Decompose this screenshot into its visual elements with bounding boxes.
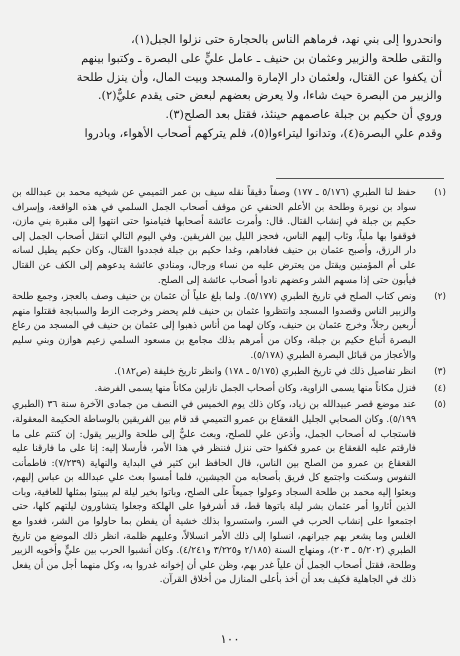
footnote-text: انظر تفاصيل ذلك في تاريخ الطبري (٥/١٧٥ ـ ١٧٨) وانظر تاريخ خليفة (ص١٨٢).: [114, 366, 416, 378]
footnote-text: حفظ لنا الطبري (٥/١٧٦ ـ ١٧٧) وصفاً دقيقاً نقله سيف بن عمر التميمي عن شيخيه محمد بن عبدالله بن سواد بن نويرة وطلحة بن الأعلم الحنفي عن موقف أصحاب الجمل السلمي في هذه الواقعة، وإسراف حكيم بن جبلة في إنشاب القتال. قال: وأمرت عائشة أصحابها فتيامنوا حتى انتهوا إلى مقبرة بني مازن، فوقفوا بها ملياً، وثاب إليهم الناس، فحجز الليل بين الفريقين. وفي اليوم التالي انتقل أصحاب الجمل إلى دار الرزق، وأصبح عثمان بن حنيف فغاداهم، وغدا حكيم بن جبلة فجددوا القتال، وكان حكيم يطيل لسانه على أم المؤمنين ويقتل من يعترض عليه من نساء ورجال، ومنادي عائشة يدعوهم إلى الكف عن القتال فيأبون حتى إذا مسهم الشر وعضهم نادوا أصحاب عائشة إلى الصلح.: [12, 187, 416, 286]
footnote: [12, 398, 446, 588]
page-number: ١٠٠: [220, 632, 240, 646]
text-line: أن يكفوا عن القتال، ولعثمان دار الإمارة والمسجد وبيت المال، وأن ينزل طلحة: [76, 69, 442, 84]
footnote: [12, 186, 446, 288]
footnote-text: فنزل مكاناً منها يسمى الزاوية، وكان أصحاب الجمل نازلين مكاناً منها يسمى الفرضة.: [94, 382, 416, 394]
footnote-separator: [276, 178, 444, 179]
text-line: وروي أن حكيم بن جبلة عاصمهم حينئذ، فقتل بعد الصلح(٣).: [165, 107, 442, 122]
text-line: وانحدروا إلى بني نهد، فرماهم الناس بالحجارة حتى نزلوا الجبل(١)،: [130, 32, 442, 46]
footnote-number: (٣): [434, 367, 446, 378]
footnote-number: (٢): [434, 292, 446, 303]
footnote: [12, 382, 446, 397]
footnotes: [12, 186, 446, 590]
footnote: [12, 365, 446, 380]
footnote-number: (١): [434, 188, 446, 198]
main-text: [18, 30, 442, 143]
footnote-number: (٥): [434, 400, 446, 411]
footnote: [12, 290, 446, 363]
footnote-number: (٤): [434, 383, 446, 394]
text-line: والزبير من البصرة حيث شاءا، ولا يعرض بعضهم لبعض حتى يقدم عليٌّ(٢).: [97, 88, 442, 103]
text-line: وقدم علي البصرة(٤)، وتدانوا ليتراءوا(٥)، فلم يتركهم أصحاب الأهواء، وبادروا: [84, 125, 442, 140]
text-line: والتقى طلحة والزبير وعثمان بن حنيف ـ عامل عليٍّ على البصرة ـ وكتبوا بينهم: [81, 50, 442, 65]
footnote-text: ونص كتاب الصلح في تاريخ الطبري (٥/١٧٧). ولما بلغ علياً أن عثمان بن حنيف وصف بالعجز، وجمع طلحة والزبير الناس وقصدوا المسجد وانتظروا عثمان بن حنيف فلم يحضر وخرجت الزط والسبابجة فقتلوا منهم أربعين رجلاً، وخرج عثمان بن حنيف، وكان لهما من أناس ذهبوا إلى عثمان بن حنيف في المسجد من رعاع البصرة أتباع حكيم بن جبلة، وكان من أمرهم بذلك مجامع بن مسعود السلمي زعيم هوازن وبني سليم والأعجاز من قبائل البصرة الطبري (٥/١٧٨).: [12, 291, 416, 361]
footnote-text: عند موضع قصر عبيدالله بن زياد، وكان ذلك يوم الخميس في النصف من جمادى الآخرة سنة ٣٦ (الطبري ٥/١٩٩). وكان الصحابي الجليل القعقاع بن عمرو التميمي قد قام بين الفريقين بالوساطة الحكيمة المعقولة، فاستجاب له أصحاب الجمل، وأذعن علي للصلح، وبعث عليٌّ إلى طلحة والزبير يقول: إن كنتم على ما فارقتم عليه القعقاع بن عمرو فكفوا حتى ننزل فننظر في هذا الأمر، فأرسلا إليه: إنا على ما فارقنا عليه القعقاع بن عمرو من الصلح بين الناس، قال الحافظ ابن كثير في البداية والنهاية (٧/٢٣٩): فاطمأنت النفوس وسكنت واجتمع كل فريق بأصحابه من الجيشين، فلما أمسوا بعث علي عبدالله بن عباس إليهم، وبعثوا إليه محمد بن طلحة السجاد وعولوا جميعاً على الصلح، وباتوا بخير ليلة لم يبيتوا بمثلها للعافية، وبات الذين أثاروا أمر عثمان بشر ليلة باتوها قط، قد أشرفوا على الهلكة وجعلوا يتشاورون ليلتهم كلها، حتى اجتمعوا على إنشاب الحرب في السر، واستسروا بذلك خشية أن يفطن بما حاولوا من الشر، فغدوا مع الغلس وما يشعر بهم جيرانهم، انسلوا إلى ذلك الأمر انسلالاً، وعليهم ظلمة، انظر ذلك الموضع من تاريخ الطبري (٥/٢٠٢ ـ ٢٠٣)، ومنهاج السنة (٢/١٨٥ و٣/٢٢٥ و٤/٢٤١). وكان أنشبوا الحرب بين عليٍّ وأخويه الزبير وطلحة، فقتل أصحاب الجمل أن علياً غدر بهم، وظن علي أن إخوانه غدروا به، وكل منهما أجل من أن يفعل ذلك في الجاهلية فكيف بعد أن أخذ بأعلى المنازل من أخلاق القرآن.: [12, 399, 417, 586]
